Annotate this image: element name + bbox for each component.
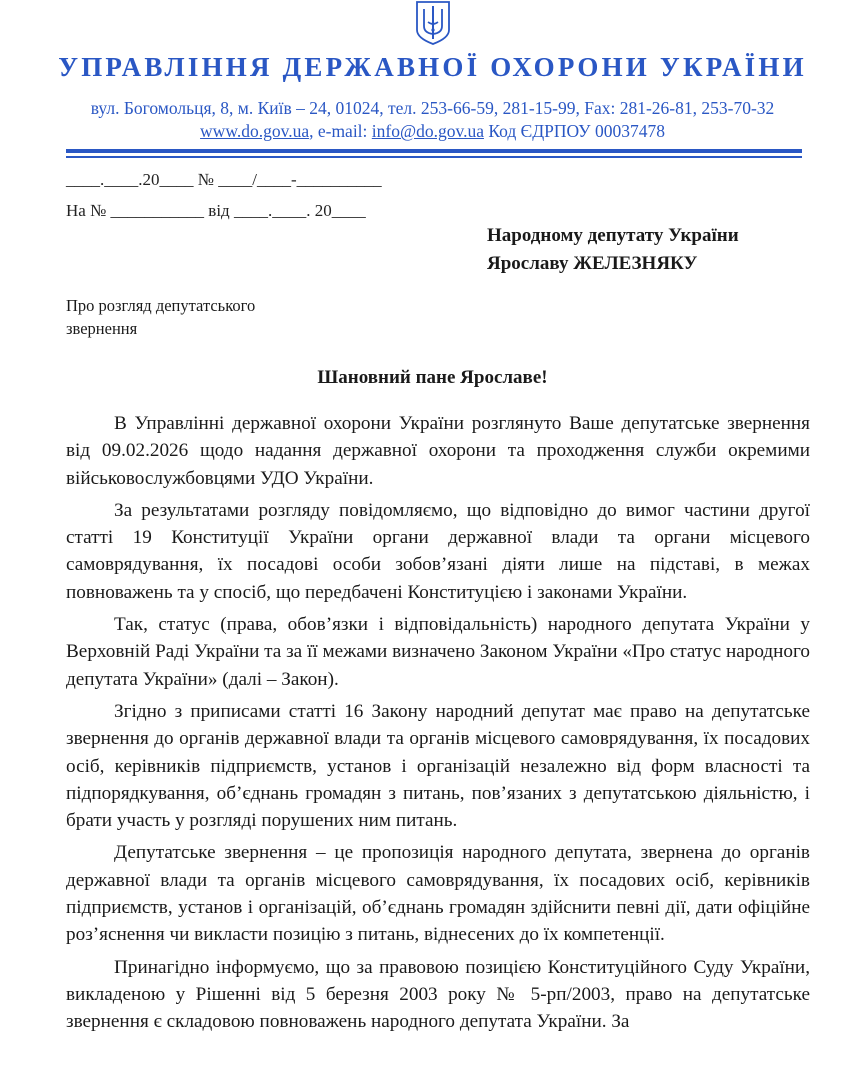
body-paragraph: За результатами розгляду повідомляємо, що відповідно до вимог частини другої статті 19 Конституції України органи державної влади та органи місцевого самоврядування, їх посадові особи зобов’язані діяти лише на підставі, в межах повноважень та у спосіб, що передбачені Конституцією і законами України. [66,499,810,603]
addressee-name: Ярославу ЖЕЛЕЗНЯКУ [487,253,698,274]
letter-subject [66,294,255,340]
addressee-block [487,222,739,278]
letter-body [66,410,810,1041]
organization-name: УПРАВЛІННЯ ДЕРЖАВНОЇ ОХОРОНИ УКРАЇНИ [58,52,807,82]
trident-emblem-icon [413,0,453,46]
body-paragraph: Згідно з приписами статті 16 Закону народний депутат має право на депутатське звернення до органів державної влади та органів місцевого самоврядування, їх посадових осіб, керівників підприємств, установ і організацій незалежно від форм власності та підпорядкування, об’єднань громадян з питань, пов’язаних з депутатською діяльністю, і брати участь у розгляді порушених ним питань. [66,700,810,832]
addressee-title: Народному депутату України [487,225,739,246]
organization-contacts [0,121,865,142]
salutation: Шановний пане Ярославе! [317,367,548,388]
header-divider-thin [66,156,802,158]
subject-line: Про розгляд депутатського [66,296,256,315]
body-paragraph: Так, статус (права, обов’язки і відповідальність) народного депутата України у Верховній Раді України та за її межами визначено Законом України «Про статус народного депутата України» (далі – Закон). [66,614,810,690]
body-paragraph: Депутатське звернення – це пропозиція народного депутата, звернена до органів державної влади та органів місцевого самоврядування, їх посадових осіб, керівників підприємств, установ і організацій, об’єднань громадян здійснити певні дії, дати офіційне роз’яснення чи викласти позицію з питань, віднесених до їх компетенції. [66,842,810,946]
website-link[interactable]: www.do.gov.ua [200,121,310,141]
header-divider-thick [66,149,802,153]
edrpou-code: Код ЄДРПОУ 00037478 [483,121,665,141]
subject-line: звернення [66,319,138,338]
outgoing-number-line: ____.____.20____ № ____/____-__________ [66,170,382,189]
email-link[interactable]: info@do.gov.ua [371,121,484,141]
body-paragraph: В Управлінні державної охорони України розглянуто Ваше депутатське звернення від 09.02.2026 щодо надання державної охорони та проходження служби окремими військовослужбовцями УДО України. [66,413,810,489]
organization-address: вул. Богомольця, 8, м. Київ – 24, 01024, тел. 253-66-59, 281-15-99, Fax: 281-26-81, 253-70-32 [90,98,775,118]
body-paragraph: Принагідно інформуємо, що за правовою позицією Конституційного Суду України, викладеною у Рішенні від 5 березня 2003 року № 5-рп/2003, право на депутатське звернення є складовою повноважень народного депутата України. За [66,956,810,1033]
email-label: , e-mail: [309,121,372,141]
incoming-reference-line: На № ___________ від ____.____. 20____ [66,201,366,220]
